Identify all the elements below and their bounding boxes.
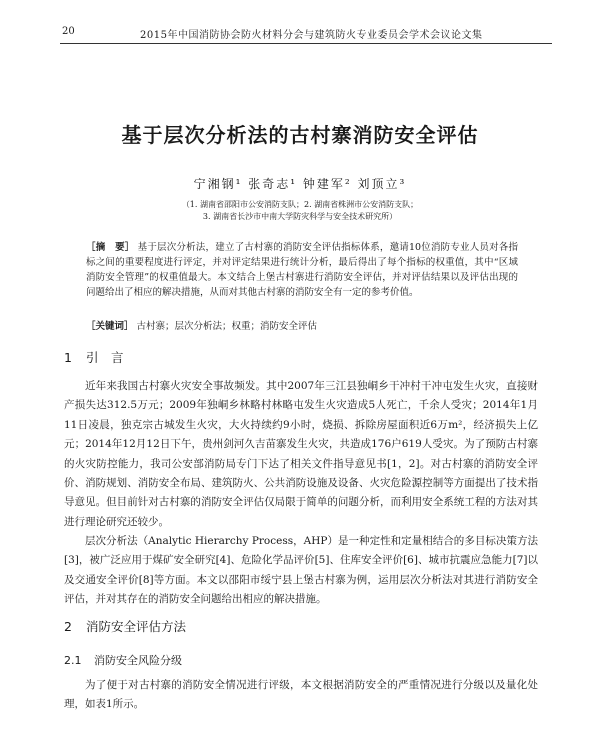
section-number: 1: [64, 350, 72, 365]
keywords-text: 古村寨；层次分析法；权重；消防安全评估: [136, 321, 318, 332]
abstract: [86, 240, 518, 300]
subsection-title: 消防安全风险分级: [94, 654, 182, 667]
section-title: 消防安全评估方法: [86, 619, 187, 634]
author-list: 宁湘钢¹ 张奇志¹ 钟建军² 刘顶立³: [193, 177, 407, 191]
section-title: 引 言: [86, 350, 124, 365]
intro-paragraph-1: 近年来我国古村寨火灾安全事故频发。其中2007年三江县独峒乡干冲村干冲屯发生火灾，直接财产损失达312.5万元；2009年独峒乡林略村林略屯发生火灾造成5人死亡，千余人受灾；2014年1月11日凌晨，独克宗古城发生火灾，大火持续约9小时，烧损、拆除房屋面积近6万m²，经济损失上亿元；2014年12月12日下午，贵州剑河久吉苗寨发生火灾，共造成176户619人受灾。为了预防古村寨的火灾防控能力，我司公安部消防局专门下达了相关文件指导意见书[1，2]。对古村寨的消防安全评价、消防规划、消防安全布局、建筑防火、公共消防设施及设备、火灾危险源控制等方面提出了技术指导意见。但目前针对古村寨的消防安全评估仅局限于简单的问题分析，而利用安全系统工程的方法对其进行理论研究还较少。: [64, 380, 538, 528]
keywords-label: ［关键词］: [86, 321, 134, 332]
abstract-label: ［摘 要］: [86, 242, 135, 253]
header-rule: [60, 43, 552, 44]
section-heading-methods: [64, 617, 186, 635]
running-header: 2015年中国消防协会防火材料分会与建筑防火专业委员会学术会议论文集: [140, 30, 483, 41]
methods-paragraph: 为了便于对古村寨的消防安全情况进行评级，本文根据消防安全的严重情况进行分级以及量化处理，如表1所示。: [64, 679, 538, 711]
subsection-heading-risk-levels: [64, 652, 182, 668]
page-number: 20: [62, 26, 75, 37]
paper-title: 基于层次分析法的古村寨消防安全评估: [121, 123, 479, 147]
subsection-number: 2.1: [64, 654, 82, 667]
affiliation-line-2: 3. 湖南省长沙市中南大学防灾科学与安全技术研究所）: [202, 212, 398, 221]
affiliation-line-1: （1. 湖南省邵阳市公安消防支队；2. 湖南省株洲市公安消防支队；: [181, 200, 419, 209]
section-number: 2: [64, 619, 72, 634]
keywords: [86, 318, 518, 332]
intro-paragraph-2: 层次分析法（Analytic Hierarchy Process，AHP）是一种定性和定量相结合的多目标决策方法[3]，被广泛应用于煤矿安全研究[4]、危险化学品评价[5]、住库安全评价[6]、城市抗震应急能力[7]以及交通安全评价[8]等方面。本文以邵阳市绥宁县上堡古村寨为例，运用层次分析法对其进行消防安全评估，并对其存在的消防安全问题给出相应的解决措施。: [64, 535, 538, 606]
abstract-text: 基于层次分析法，建立了古村寨的消防安全评估指标体系，邀请10位消防专业人员对各指标之间的重要程度进行评定，并对评定结果进行统计分析，最后得出了每个指标的权重值，其中“区域消防安全管理”的权重值最大。本文结合上堡古村寨进行消防安全评估，并对评估结果以及评估出现的问题给出了相应的解决措施，从而对其他古村寨的消防安全有一定的参考价值。: [86, 242, 518, 298]
section-heading-introduction: [64, 348, 124, 366]
